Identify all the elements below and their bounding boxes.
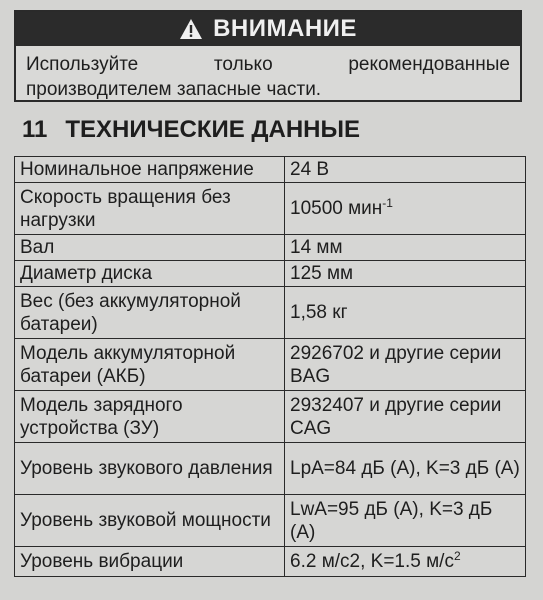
spec-label: Модель зарядного устройства (ЗУ) — [15, 391, 285, 443]
section-number: 11 — [22, 116, 48, 143]
spec-value-text: 1,58 кг — [290, 302, 348, 323]
spec-value — [285, 261, 526, 287]
spec-label: Вес (без аккумуляторной батареи) — [15, 287, 285, 339]
table-row — [15, 287, 526, 339]
warning-box — [14, 10, 522, 102]
table-row — [15, 157, 526, 183]
spec-value-superscript: -1 — [382, 196, 393, 210]
section-title: ТЕХНИЧЕСКИЕ ДАННЫЕ — [65, 116, 361, 143]
spec-value-text: 2926702 и другие серии BAG — [290, 342, 502, 387]
table-row — [15, 547, 526, 577]
warning-title: ВНИМАНИЕ — [213, 15, 357, 42]
section-heading — [22, 112, 360, 148]
spec-value-text: 10500 мин — [290, 198, 383, 219]
spec-value-text: LpA=84 дБ (А), K=3 дБ (А) — [290, 458, 520, 479]
spec-value — [285, 157, 526, 183]
spec-value-superscript: 2 — [453, 549, 461, 563]
spec-label: Скорость вращения без нагрузки — [15, 183, 285, 235]
spec-label: Уровень звуковой мощности — [15, 495, 285, 547]
table-row — [15, 261, 526, 287]
spec-label: Уровень звукового давления — [15, 443, 285, 495]
spec-label: Вал — [15, 235, 285, 261]
spec-value — [285, 495, 526, 547]
spec-value-text: 2932407 и другие серии CAG — [290, 394, 502, 439]
spec-value-text: 24 В — [290, 159, 330, 180]
spec-label: Диаметр диска — [15, 261, 285, 287]
spec-value — [285, 339, 526, 391]
spec-value — [285, 235, 526, 261]
spec-value-text: LwA=95 дБ (А), K=3 дБ (А) — [290, 498, 493, 543]
spec-value-text: 6.2 м/с2, K=1.5 м/с — [290, 551, 454, 572]
spec-value-text: 14 мм — [290, 237, 343, 258]
spec-value-text: 125 мм — [290, 263, 354, 284]
table-row — [15, 495, 526, 547]
warning-header — [16, 12, 520, 46]
table-row — [15, 183, 526, 235]
table-row — [15, 339, 526, 391]
spec-value — [285, 183, 526, 235]
table-row — [15, 391, 526, 443]
warning-triangle-icon — [179, 18, 203, 40]
table-row — [15, 443, 526, 495]
spec-label: Модель аккумуляторной батареи (АКБ) — [15, 339, 285, 391]
spec-value — [285, 547, 526, 577]
spec-label: Уровень вибрации — [15, 547, 285, 577]
specs-table — [14, 156, 526, 577]
spec-value — [285, 443, 526, 495]
spec-value — [285, 287, 526, 339]
spec-label: Номинальное напряжение — [15, 157, 285, 183]
warning-text: Используйте только рекомендованные производителем запасные части. — [26, 54, 510, 100]
spec-value — [285, 391, 526, 443]
table-row — [15, 235, 526, 261]
